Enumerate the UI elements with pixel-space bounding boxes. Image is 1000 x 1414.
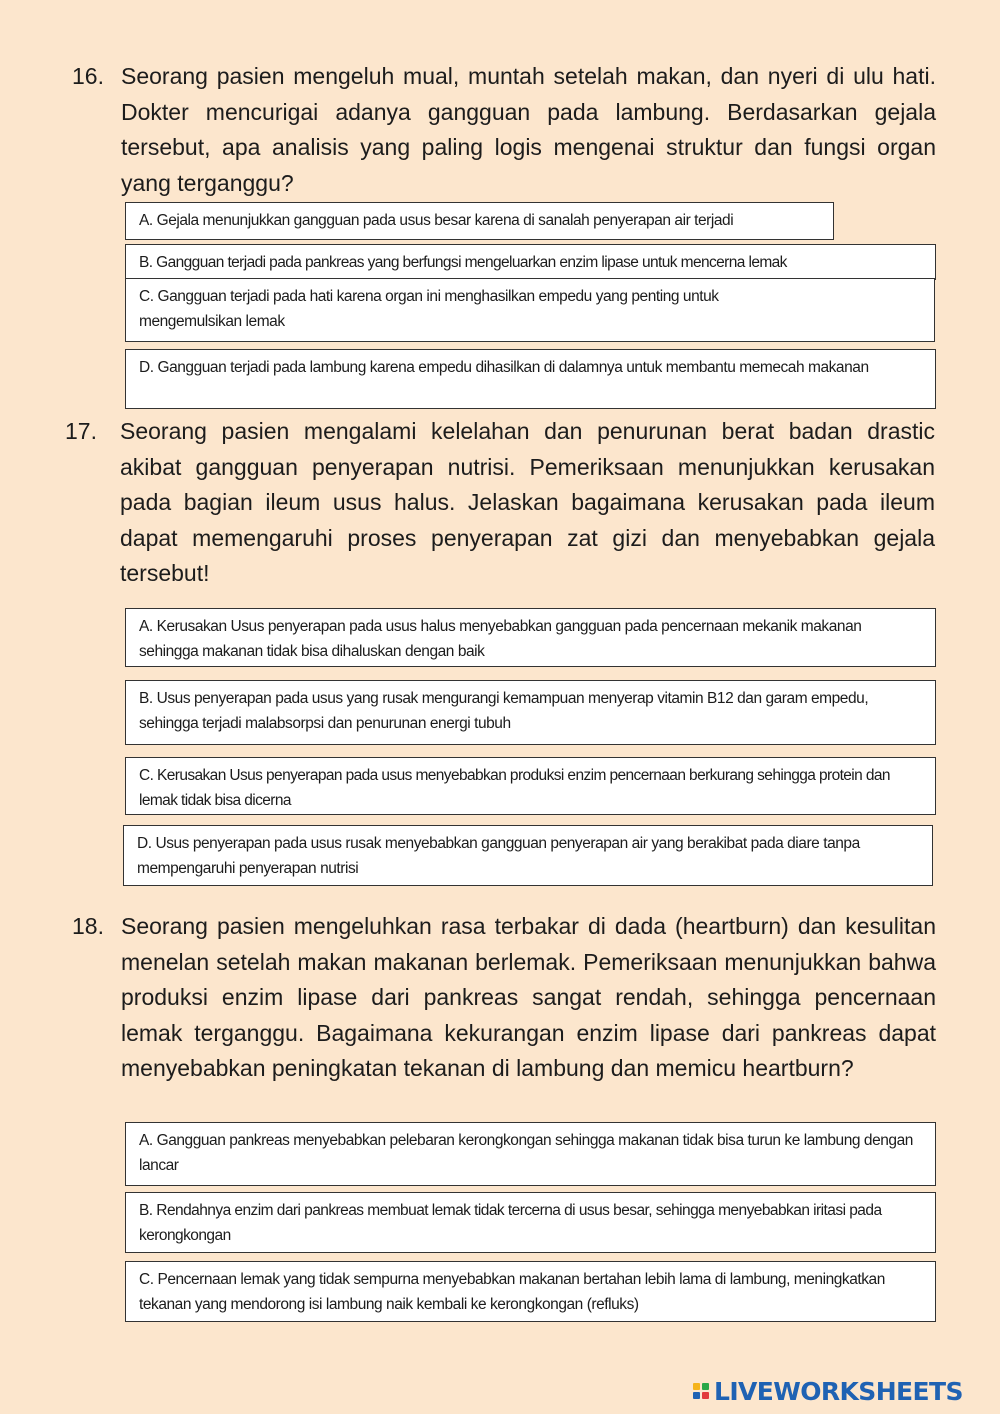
logo-square xyxy=(702,1392,709,1399)
question-number: 17. xyxy=(65,418,97,444)
answer-option-d[interactable]: D. Gangguan terjadi pada lambung karena empedu dihasilkan di dalamnya untuk membantu memecah makanan xyxy=(125,349,936,409)
question-number: 18. xyxy=(72,913,104,939)
answer-option-a[interactable]: A. Gejala menunjukkan gangguan pada usus besar karena di sanalah penyerapan air terjadi xyxy=(125,202,834,240)
logo-square xyxy=(702,1383,709,1390)
logo-square xyxy=(693,1383,700,1390)
answer-option-b[interactable]: B. Rendahnya enzim dari pankreas membuat lemak tidak tercerna di usus besar, sehingga menyebabkan iritasi pada kerongkongan xyxy=(125,1192,936,1253)
question-number: 16. xyxy=(72,63,104,89)
logo-text: LIVEWORKSHEETS xyxy=(714,1376,963,1406)
answer-option-b[interactable]: B. Usus penyerapan pada usus yang rusak mengurangi kemampuan menyerap vitamin B12 dan garam empedu, sehingga terjadi malabsorpsi dan penurunan energi tubuh xyxy=(125,680,936,745)
logo-square xyxy=(693,1392,700,1399)
liveworksheets-logo xyxy=(693,1374,963,1408)
question-text: Seorang pasien mengeluhkan rasa terbakar di dada (heartburn) dan kesulitan menelan setelah makan makanan berlemak. Pemeriksaan menunjukkan bahwa produksi enzim lipase dari pankreas sangat rendah, sehingga pencernaan lemak terganggu. Bagaimana kekurangan enzim lipase dari pankreas dapat menyebabkan peningkatan tekanan di lambung dan memicu heartburn? xyxy=(121,913,936,1081)
answer-option-a[interactable]: A. Gangguan pankreas menyebabkan pelebaran kerongkongan sehingga makanan tidak bisa turun ke lambung dengan lancar xyxy=(125,1122,936,1186)
question-text: Seorang pasien mengalami kelelahan dan penurunan berat badan drastic akibat gangguan penyerapan nutrisi. Pemeriksaan menunjukkan kerusakan pada bagian ileum usus halus. Jelaskan bagaimana kerusakan pada ileum dapat memengaruhi proses penyerapan zat gizi dan menyebabkan gejala tersebut! xyxy=(120,418,935,586)
logo-grid-icon xyxy=(693,1383,709,1399)
answer-option-c[interactable]: C. Gangguan terjadi pada hati karena organ ini menghasilkan empedu yang penting untuk mengemulsikan lemak xyxy=(125,278,935,342)
answer-option-c[interactable]: C. Kerusakan Usus penyerapan pada usus menyebabkan produksi enzim pencernaan berkurang sehingga protein dan lemak tidak bisa dicerna xyxy=(125,757,936,815)
answer-option-c[interactable]: C. Pencernaan lemak yang tidak sempurna menyebabkan makanan bertahan lebih lama di lambung, meningkatkan tekanan yang mendorong isi lambung naik kembali ke kerongkongan (refluks) xyxy=(125,1261,936,1322)
answer-option-a[interactable]: A. Kerusakan Usus penyerapan pada usus halus menyebabkan gangguan pada pencernaan mekanik makanan sehingga makanan tidak bisa dihaluskan dengan baik xyxy=(125,608,936,667)
question-text: Seorang pasien mengeluh mual, muntah setelah makan, dan nyeri di ulu hati. Dokter mencurigai adanya gangguan pada lambung. Berdasarkan gejala tersebut, apa analisis yang paling logis mengenai struktur dan fungsi organ yang terganggu? xyxy=(121,63,936,196)
answer-option-d[interactable]: D. Usus penyerapan pada usus rusak menyebabkan gangguan penyerapan air yang berakibat pada diare tanpa mempengaruhi penyerapan nutrisi xyxy=(123,825,933,886)
answer-option-b[interactable]: B. Gangguan terjadi pada pankreas yang berfungsi mengeluarkan enzim lipase untuk mencerna lemak xyxy=(125,244,936,280)
